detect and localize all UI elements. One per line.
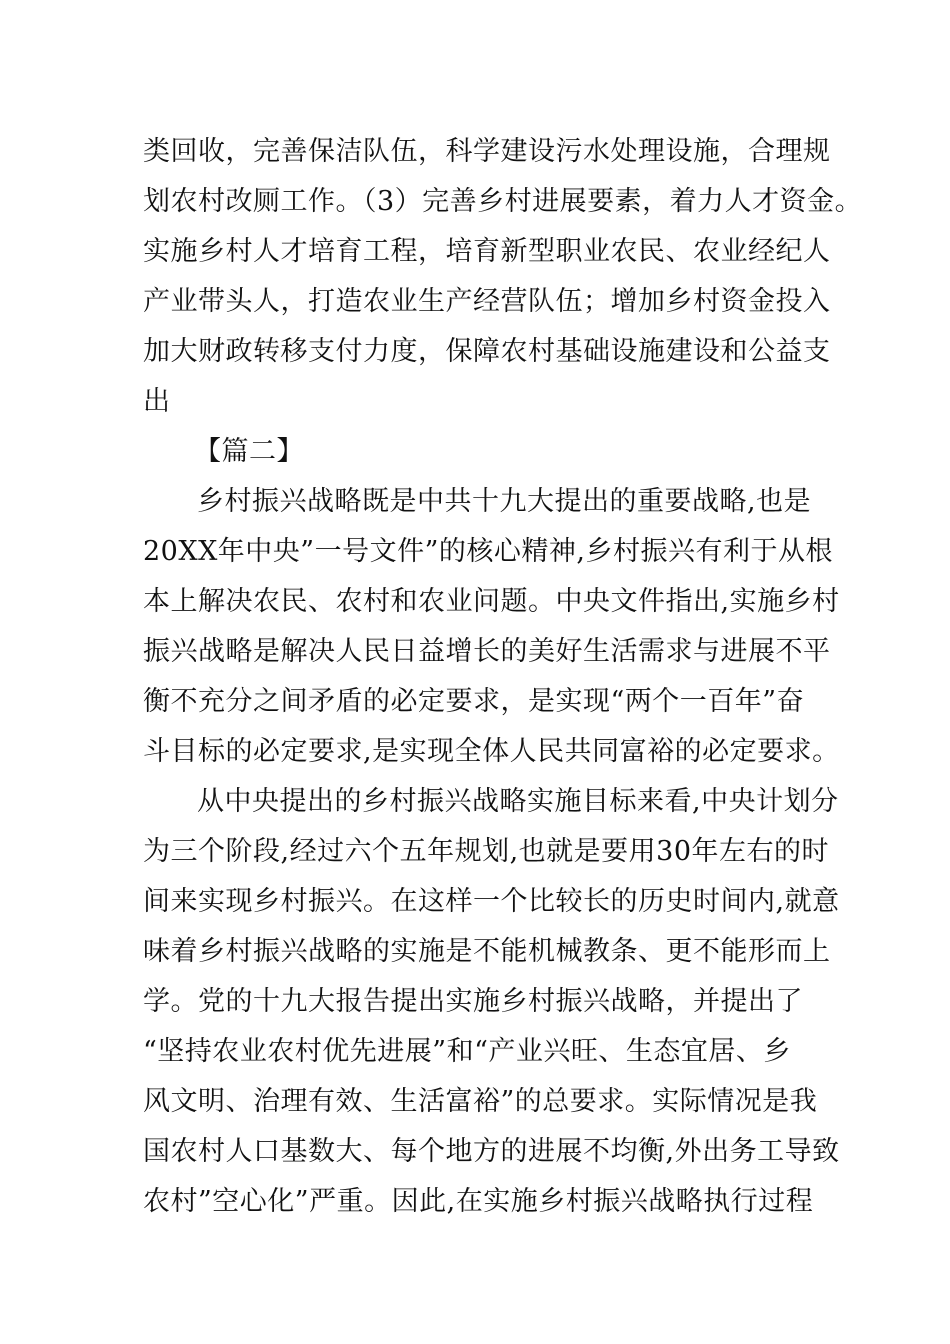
text-line: 类回收，完善保洁队伍，科学建设污水处理设施，合理规 bbox=[143, 136, 831, 167]
text-line: 衡不充分之间矛盾的必定要求，是实现“两个一百年”奋 bbox=[143, 686, 805, 717]
text-line: 风文明、治理有效、生活富裕”的总要求。实际情况是我 bbox=[143, 1086, 818, 1117]
text-line: 20XX年中央”一号文件”的核心精神,乡村振兴有利于从根 bbox=[143, 536, 833, 567]
text-line: 国农村人口基数大、每个地方的进展不均衡,外出务工导致 bbox=[143, 1136, 840, 1167]
section-heading: 【篇二】 bbox=[194, 436, 304, 467]
text-line: 农村”空心化”严重。因此,在实施乡村振兴战略执行过程 bbox=[143, 1186, 814, 1217]
text-line: 从中央提出的乡村振兴战略实施目标来看,中央计划分 bbox=[197, 786, 839, 817]
text-line: “坚持农业农村优先进展”和“产业兴旺、生态宜居、乡 bbox=[143, 1036, 791, 1067]
text-line: 味着乡村振兴战略的实施是不能机械教条、更不能形而上 bbox=[143, 936, 831, 967]
text-line: 为三个阶段,经过六个五年规划,也就是要用30年左右的时 bbox=[143, 836, 830, 867]
text-line: 出 bbox=[143, 386, 171, 417]
text-line: 划农村改厕工作。（3）完善乡村进展要素，着力人才资金。 bbox=[143, 186, 863, 217]
text-line: 学。党的十九大报告提出实施乡村振兴战略，并提出了 bbox=[143, 986, 803, 1017]
text-line: 斗目标的必定要求,是实现全体人民共同富裕的必定要求。 bbox=[143, 736, 840, 767]
text-line: 乡村振兴战略既是中共十九大提出的重要战略,也是 bbox=[197, 486, 812, 517]
text-line: 产业带头人，打造农业生产经营队伍；增加乡村资金投入 bbox=[143, 286, 831, 317]
text-line: 实施乡村人才培育工程，培育新型职业农民、农业经纪人 bbox=[143, 236, 831, 267]
text-line: 加大财政转移支付力度，保障农村基础设施建设和公益支 bbox=[143, 336, 831, 367]
text-line: 振兴战略是解决人民日益增长的美好生活需求与进展不平 bbox=[143, 636, 831, 667]
text-line: 本上解决农民、农村和农业问题。中央文件指出,实施乡村 bbox=[143, 586, 840, 617]
text-line: 间来实现乡村振兴。在这样一个比较长的历史时间内,就意 bbox=[143, 886, 840, 917]
